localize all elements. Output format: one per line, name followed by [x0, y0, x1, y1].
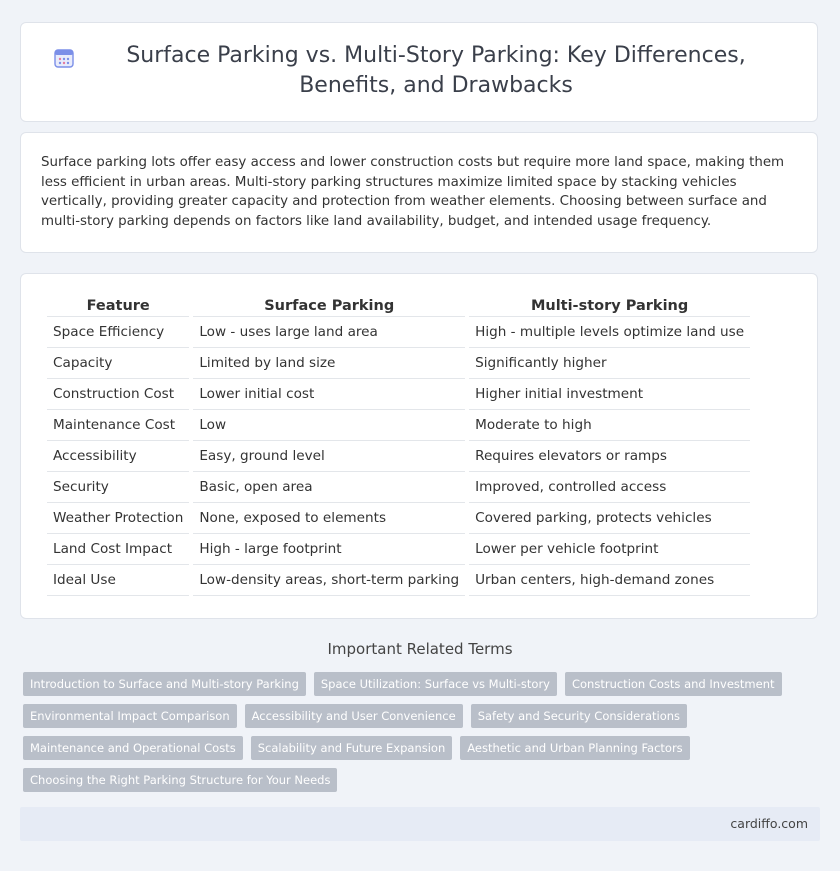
table-cell: High - multiple levels optimize land use	[469, 317, 750, 348]
table-cell: Lower per vehicle footprint	[469, 534, 750, 565]
table-cell: Easy, ground level	[193, 441, 465, 472]
table-cell: Accessibility	[47, 441, 189, 472]
table-cell: Low-density areas, short-term parking	[193, 565, 465, 596]
footer-site[interactable]: cardiffo.com	[730, 816, 808, 831]
related-term-tag[interactable]: Construction Costs and Investment	[565, 672, 782, 696]
intro-paragraph: Surface parking lots offer easy access and lower construction costs but require more land space, making them less efficient in urban areas. Multi-story parking structures maximize limited space by stacking vehicles vertically, providing greater capacity and protection from weather elements. Choosing between surface and multi-story parking depends on factors like land availability, budget, and intended usage frequency.	[41, 155, 785, 229]
table-row	[47, 472, 750, 503]
table-cell: Land Cost Impact	[47, 534, 189, 565]
table-row	[47, 534, 750, 565]
table-row	[47, 441, 750, 472]
table-row	[47, 565, 750, 596]
table-header-row	[47, 294, 750, 317]
table-cell: Capacity	[47, 348, 189, 379]
related-term-tag[interactable]: Choosing the Right Parking Structure for Your Needs	[23, 768, 337, 792]
page-title: Surface Parking vs. Multi-Story Parking: Key Differences, Benefits, and Drawbacks	[126, 43, 746, 98]
header-feature: Feature	[47, 294, 189, 317]
table-cell: Basic, open area	[193, 472, 465, 503]
table-cell: Significantly higher	[469, 348, 750, 379]
header-multistory: Multi-story Parking	[469, 294, 750, 317]
table-body	[47, 317, 750, 596]
table-row	[47, 410, 750, 441]
table-cell: Moderate to high	[469, 410, 750, 441]
related-term-tag[interactable]: Maintenance and Operational Costs	[23, 736, 243, 760]
table-cell: Improved, controlled access	[469, 472, 750, 503]
table-cell: Low	[193, 410, 465, 441]
comparison-table	[43, 294, 754, 596]
table-cell: Space Efficiency	[47, 317, 189, 348]
related-term-tag[interactable]: Safety and Security Considerations	[471, 704, 687, 728]
table-cell: Security	[47, 472, 189, 503]
related-term-tag[interactable]: Aesthetic and Urban Planning Factors	[460, 736, 689, 760]
table-cell: Construction Cost	[47, 379, 189, 410]
table-cell: None, exposed to elements	[193, 503, 465, 534]
table-row	[47, 503, 750, 534]
header-surface: Surface Parking	[193, 294, 465, 317]
table-cell: Requires elevators or ramps	[469, 441, 750, 472]
table-row	[47, 379, 750, 410]
footer	[20, 807, 820, 841]
related-terms-title: Important Related Terms	[327, 640, 513, 658]
related-terms-list	[23, 672, 783, 792]
related-term-tag[interactable]: Space Utilization: Surface vs Multi-story	[314, 672, 557, 696]
table-cell: Covered parking, protects vehicles	[469, 503, 750, 534]
table-cell: Ideal Use	[47, 565, 189, 596]
intro-card	[20, 132, 818, 253]
table-cell: Limited by land size	[193, 348, 465, 379]
table-row	[47, 348, 750, 379]
title-card	[20, 22, 818, 122]
table-cell: Low - uses large land area	[193, 317, 465, 348]
calendar-icon	[52, 46, 76, 70]
related-term-tag[interactable]: Accessibility and User Convenience	[245, 704, 463, 728]
table-row	[47, 317, 750, 348]
related-term-tag[interactable]: Scalability and Future Expansion	[251, 736, 453, 760]
title-row	[21, 41, 817, 101]
table-cell: High - large footprint	[193, 534, 465, 565]
comparison-table-card	[20, 273, 818, 619]
table-cell: Maintenance Cost	[47, 410, 189, 441]
table-cell: Lower initial cost	[193, 379, 465, 410]
table-cell: Higher initial investment	[469, 379, 750, 410]
related-term-tag[interactable]: Introduction to Surface and Multi-story Parking	[23, 672, 306, 696]
related-term-tag[interactable]: Environmental Impact Comparison	[23, 704, 237, 728]
table-cell: Weather Protection	[47, 503, 189, 534]
table-cell: Urban centers, high-demand zones	[469, 565, 750, 596]
